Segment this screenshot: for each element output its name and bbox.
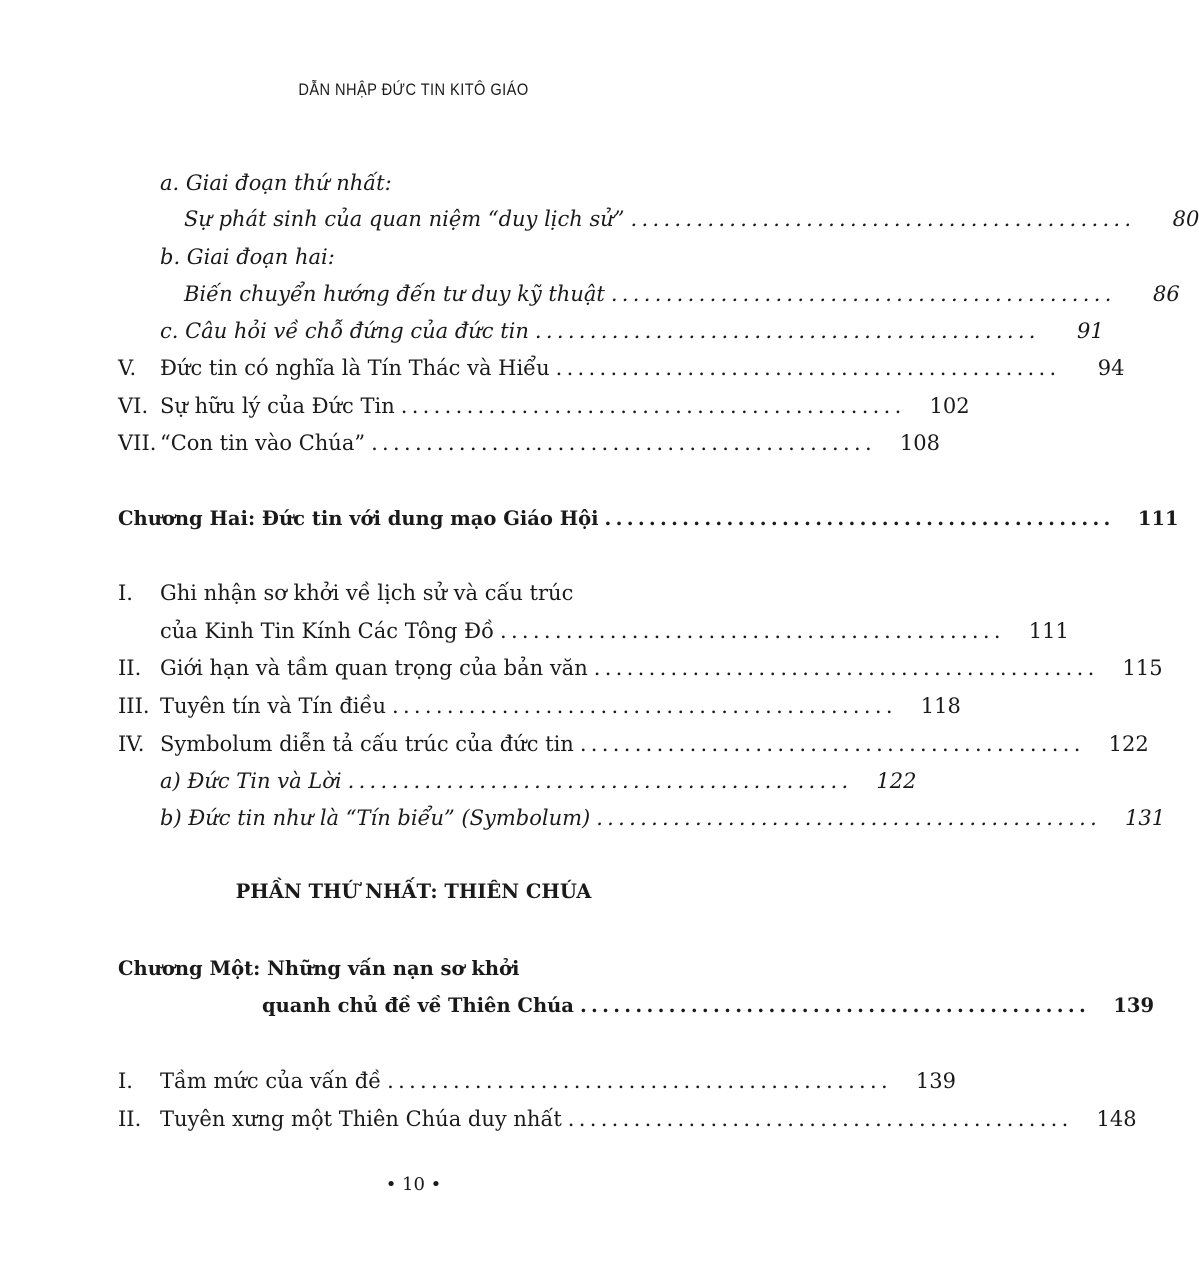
toc-page-number: 86 <box>1152 282 1180 306</box>
toc-entry-text: Tầm mức của vấn đề <box>160 1069 382 1093</box>
toc-page-number: 122 <box>1108 732 1149 756</box>
toc-roman-numeral: I. <box>118 1069 133 1093</box>
dot-leader: .............................................. <box>567 1107 1073 1131</box>
toc-roman-numeral: II. <box>118 656 142 680</box>
toc-entry-c2-iv[interactable] <box>118 729 1149 759</box>
toc-entry-text: Biến chuyển hướng đến tư duy kỹ thuật <box>184 282 605 306</box>
toc-entry-c[interactable] <box>160 316 1104 346</box>
toc-entry-a-heading: a. Giai đoạn thứ nhất: <box>160 171 392 195</box>
toc-entry-b[interactable] <box>184 279 1180 309</box>
chapter-one-entry[interactable] <box>262 991 1155 1021</box>
dot-leader: .............................................. <box>593 656 1099 680</box>
chapter-two-entry[interactable] <box>118 504 1179 534</box>
toc-page-number: 80 <box>1172 207 1199 231</box>
toc-roman-numeral: V. <box>118 356 137 380</box>
chapter-title: quanh chủ đề về Thiên Chúa <box>262 994 574 1017</box>
toc-entry-text: Giới hạn và tầm quan trọng của bản văn <box>160 656 588 680</box>
toc-entry-text: Đức tin có nghĩa là Tín Thác và Hiểu <box>160 356 550 380</box>
toc-entry-text: Sự hữu lý của Đức Tin <box>160 394 395 418</box>
running-header: DẪN NHẬP ĐỨC TIN KITÔ GIÁO <box>298 80 529 99</box>
toc-entry-c2-ii[interactable] <box>118 653 1163 683</box>
toc-page-number: 139 <box>1113 994 1155 1017</box>
toc-roman-numeral: I. <box>118 581 133 605</box>
toc-entry-vii[interactable] <box>118 428 940 458</box>
toc-entry-c2-i-line1[interactable] <box>118 578 573 608</box>
dot-leader: .............................................. <box>579 732 1085 756</box>
chapter-title: Chương Hai: Đức tin với dung mạo Giáo Hội <box>118 507 599 530</box>
toc-page-number: 148 <box>1096 1107 1137 1131</box>
toc-entry-text: b) Đức tin như là “Tín biểu” (Symbolum) <box>160 806 591 830</box>
chapter-one-title-line1[interactable]: Chương Một: Những vấn nạn sơ khởi <box>118 957 520 980</box>
part-one-title: PHẦN THỨ NHẤT: THIÊN CHÚA <box>235 880 592 903</box>
toc-roman-numeral: VI. <box>118 394 149 418</box>
dot-leader: .............................................. <box>391 694 897 718</box>
toc-roman-numeral: VII. <box>118 431 157 455</box>
toc-roman-numeral: III. <box>118 694 150 718</box>
toc-roman-numeral: IV. <box>118 732 145 756</box>
toc-entry-text: Ghi nhận sơ khởi về lịch sử và cấu trúc <box>160 581 574 605</box>
toc-entry-v[interactable] <box>118 353 1125 383</box>
toc-page-number: 111 <box>1028 619 1069 643</box>
toc-page-number: 131 <box>1124 806 1166 830</box>
dot-leader: .............................................. <box>371 431 876 455</box>
toc-entry-text: Tuyên xưng một Thiên Chúa duy nhất <box>160 1107 562 1131</box>
toc-page-number: 139 <box>915 1069 956 1093</box>
dot-leader: .............................................. <box>534 319 1040 343</box>
dot-leader: .............................................. <box>387 1069 892 1093</box>
toc-entry-text: Tuyên tín và Tín điều <box>160 694 386 718</box>
dot-leader: .............................................. <box>400 394 906 418</box>
toc-entry-text: “Con tin vào Chúa” <box>160 431 366 455</box>
toc-entry-c2-i-line2[interactable] <box>160 616 1069 646</box>
toc-entry-b-heading: b. Giai đoạn hai: <box>160 245 335 269</box>
toc-entry-c2-a[interactable] <box>160 766 917 796</box>
dot-leader: .............................................. <box>499 619 1005 643</box>
dot-leader: .............................................. <box>604 507 1115 530</box>
toc-page-number: 118 <box>920 694 961 718</box>
dot-leader: .............................................. <box>630 207 1136 231</box>
dot-leader: .............................................. <box>347 769 853 793</box>
dot-leader: .............................................. <box>579 994 1091 1017</box>
toc-page-number: 111 <box>1137 507 1179 530</box>
toc-entry-vi[interactable] <box>118 391 970 421</box>
toc-page-number: 94 <box>1097 356 1125 380</box>
dot-leader: .............................................. <box>596 806 1102 830</box>
dot-leader: .............................................. <box>555 356 1061 380</box>
toc-entry-c2-b[interactable] <box>160 803 1166 833</box>
toc-page-number: 102 <box>929 394 970 418</box>
toc-page-number: 122 <box>876 769 917 793</box>
page-number: • 10 • <box>385 1174 442 1195</box>
toc-entry-a[interactable] <box>184 204 1199 234</box>
toc-entry-text: Sự phát sinh của quan niệm “duy lịch sử” <box>184 207 625 231</box>
dot-leader: .............................................. <box>610 282 1116 306</box>
toc-page-number: 108 <box>899 431 940 455</box>
toc-roman-numeral: II. <box>118 1107 142 1131</box>
toc-entry-text: của Kinh Tin Kính Các Tông Đồ <box>160 619 494 643</box>
toc-entry-c1-i[interactable] <box>118 1066 956 1096</box>
toc-entry-c2-iii[interactable] <box>118 691 961 721</box>
toc-entry-c1-ii[interactable] <box>118 1104 1137 1134</box>
toc-entry-text: Symbolum diễn tả cấu trúc của đức tin <box>160 732 574 756</box>
toc-page-number: 115 <box>1122 656 1163 680</box>
toc-page-number: 91 <box>1077 319 1104 343</box>
toc-entry-text: c. Câu hỏi về chỗ đứng của đức tin <box>160 319 529 343</box>
toc-entry-text: a) Đức Tin và Lời <box>160 769 342 793</box>
